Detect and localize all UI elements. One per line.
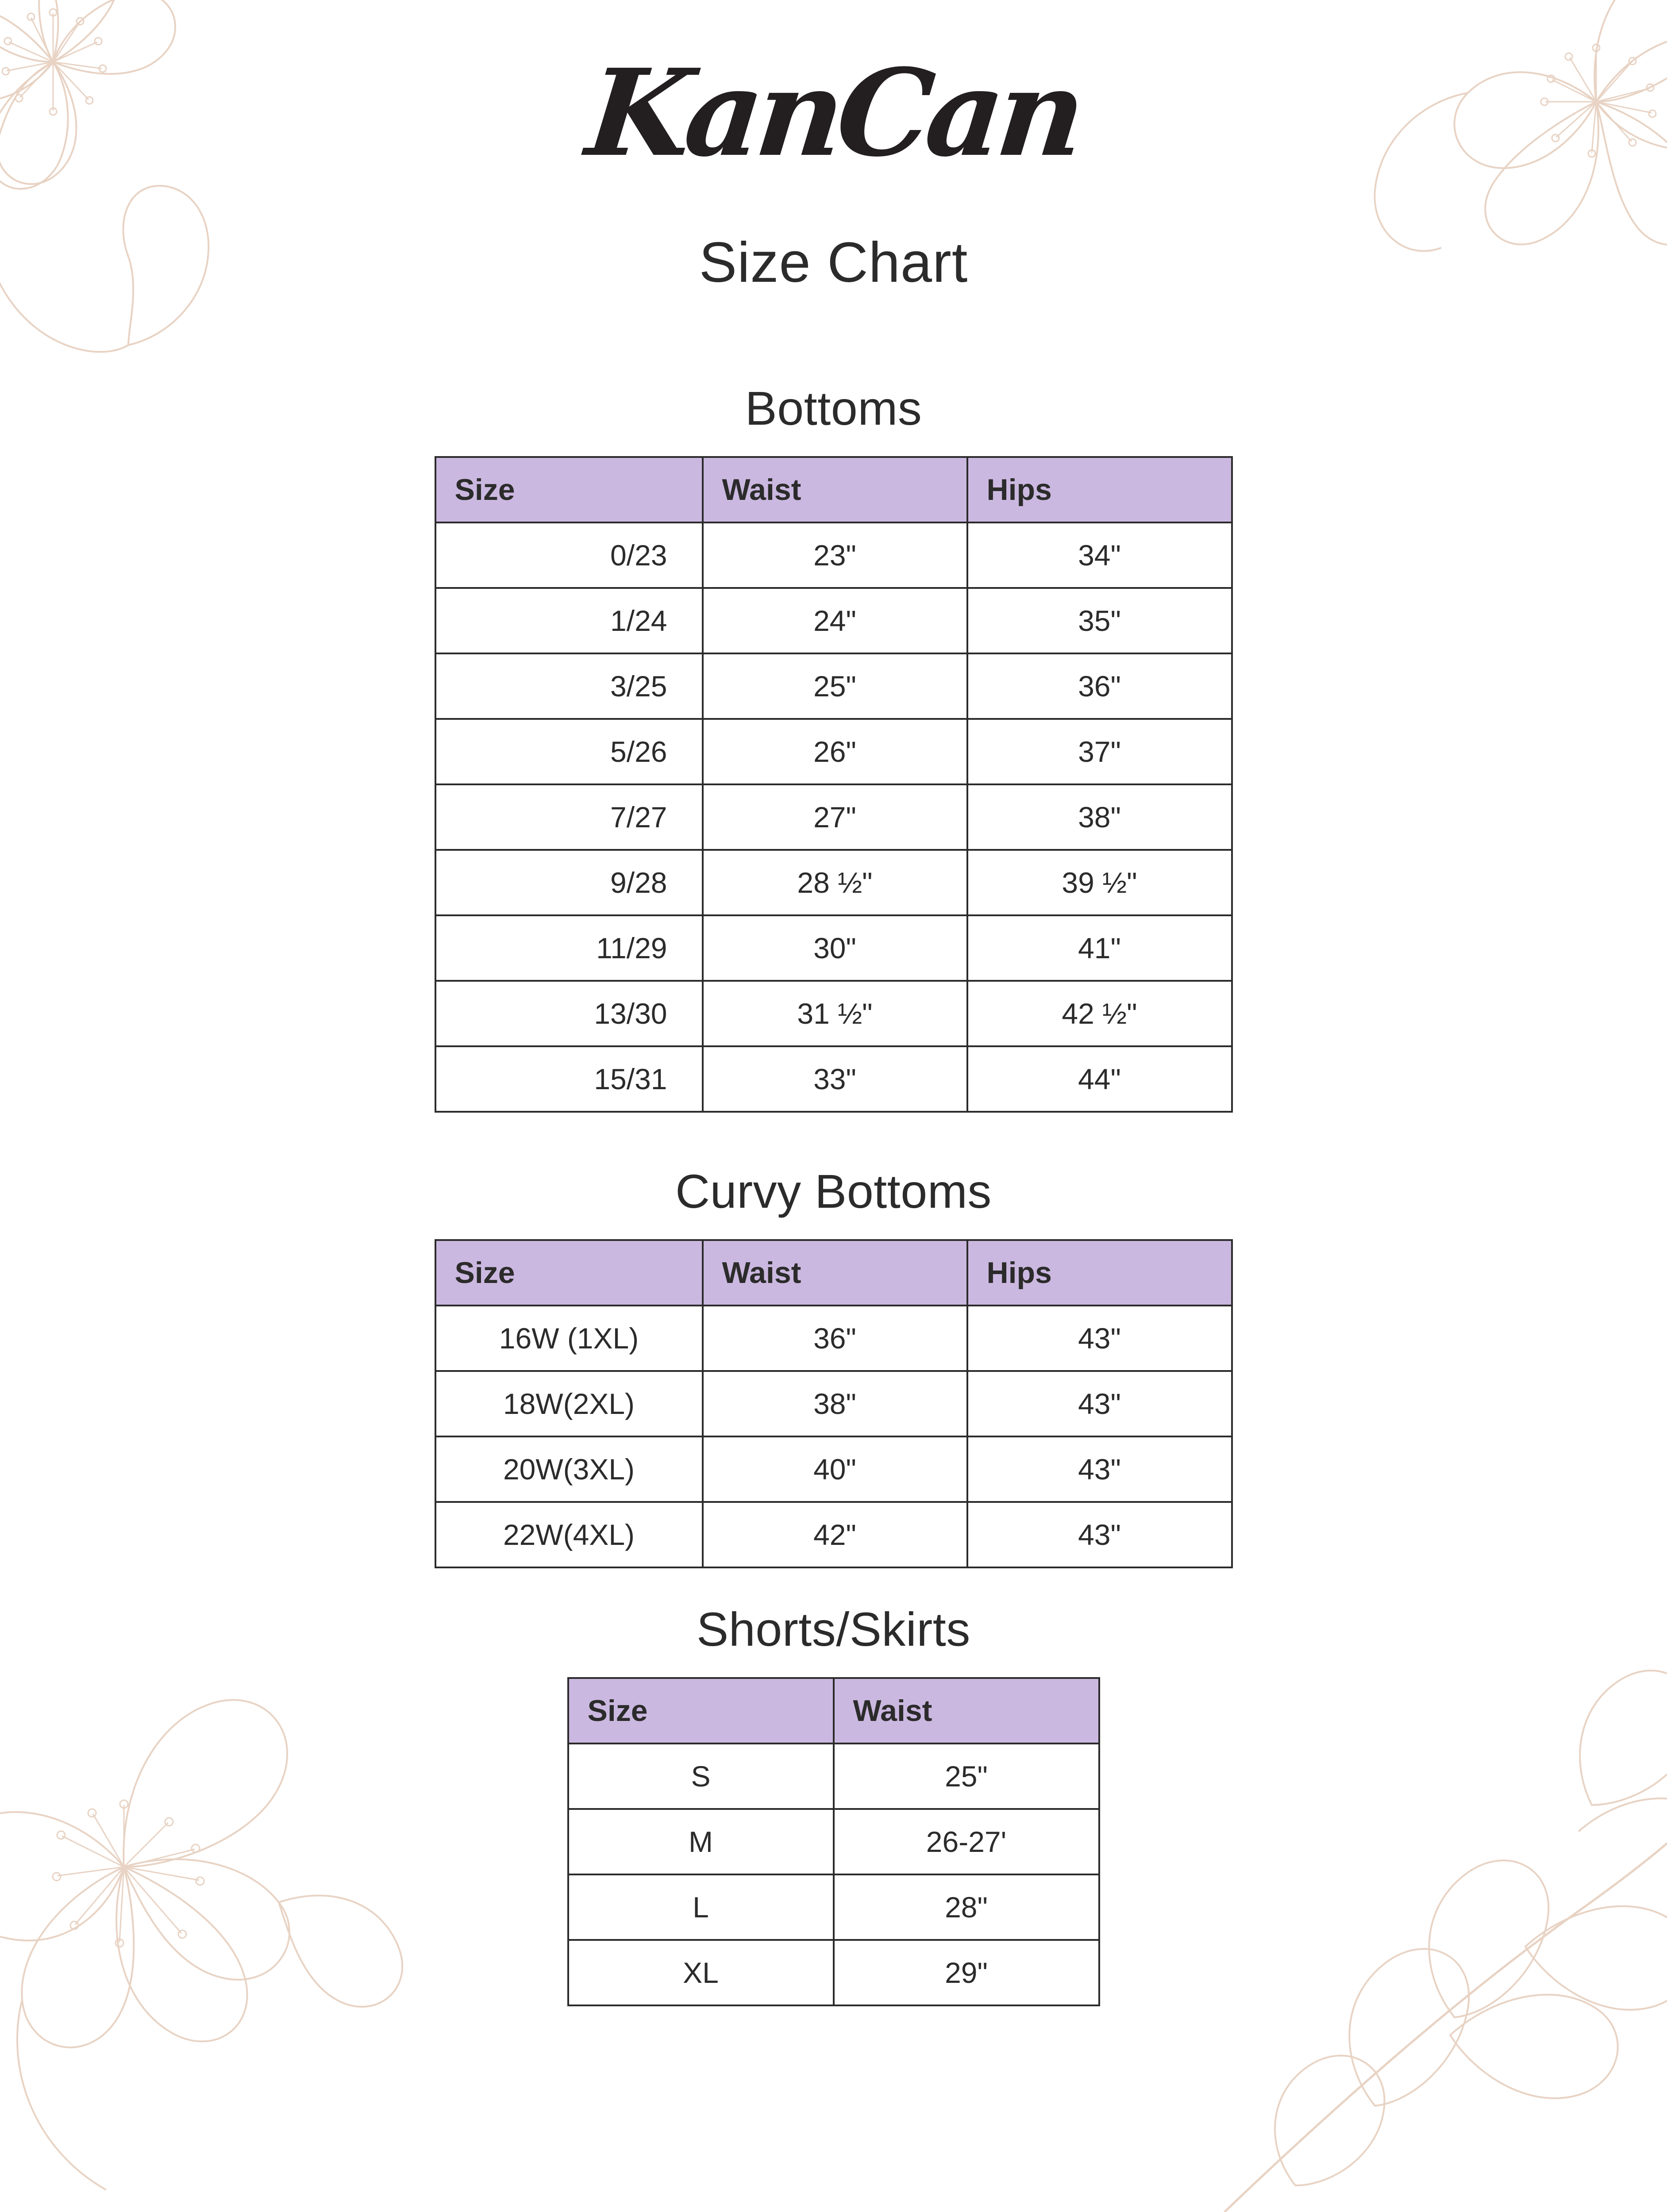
cell-waist: 25" <box>834 1743 1099 1809</box>
table-row <box>435 1436 1232 1502</box>
cell-hips: 41" <box>967 915 1232 981</box>
cell-size: 20W(3XL) <box>435 1436 703 1502</box>
cell-waist: 36" <box>703 1306 967 1371</box>
cell-waist: 26-27' <box>834 1809 1099 1874</box>
cell-size: 15/31 <box>435 1046 703 1112</box>
cell-waist: 27" <box>703 784 967 850</box>
section-curvy-bottoms <box>0 1164 1667 1568</box>
column-header-waist: Waist <box>834 1678 1099 1743</box>
table-row <box>435 522 1232 588</box>
cell-hips: 43" <box>967 1371 1232 1436</box>
cell-waist: 28 ½" <box>703 850 967 915</box>
cell-size: 0/23 <box>435 522 703 588</box>
cell-waist: 42" <box>703 1502 967 1567</box>
table-row <box>435 1306 1232 1371</box>
table-row <box>435 850 1232 915</box>
cell-waist: 31 ½" <box>703 981 967 1046</box>
cell-size: 16W (1XL) <box>435 1306 703 1371</box>
cell-size: 13/30 <box>435 981 703 1046</box>
table-row <box>435 784 1232 850</box>
cell-hips: 39 ½" <box>967 850 1232 915</box>
cell-hips: 43" <box>967 1502 1232 1567</box>
table-header-row <box>435 1240 1232 1306</box>
brand-logo: KanCan <box>581 42 1086 183</box>
cell-size: 11/29 <box>435 915 703 981</box>
cell-hips: 43" <box>967 1436 1232 1502</box>
cell-waist: 26" <box>703 719 967 784</box>
cell-waist: 40" <box>703 1436 967 1502</box>
cell-waist: 38" <box>703 1371 967 1436</box>
cell-hips: 37" <box>967 719 1232 784</box>
table-row <box>435 1046 1232 1112</box>
table-row <box>435 981 1232 1046</box>
cell-waist: 30" <box>703 915 967 981</box>
column-header-waist: Waist <box>703 457 967 522</box>
cell-size: 22W(4XL) <box>435 1502 703 1567</box>
column-header-size: Size <box>435 1240 703 1306</box>
column-header-hips: Hips <box>967 1240 1232 1306</box>
cell-waist: 25" <box>703 653 967 719</box>
section-heading-shorts-skirts: Shorts/Skirts <box>697 1602 970 1656</box>
cell-waist: 28" <box>834 1874 1099 1940</box>
cell-size: L <box>568 1874 834 1940</box>
cell-hips: 35" <box>967 588 1232 653</box>
column-header-size: Size <box>435 457 703 522</box>
cell-waist: 24" <box>703 588 967 653</box>
cell-hips: 44" <box>967 1046 1232 1112</box>
cell-waist: 23" <box>703 522 967 588</box>
cell-size: 9/28 <box>435 850 703 915</box>
section-shorts-skirts <box>0 1601 1667 2006</box>
table-row <box>435 719 1232 784</box>
section-heading-bottoms: Bottoms <box>745 381 922 435</box>
table-row <box>568 1809 1099 1874</box>
column-header-hips: Hips <box>967 457 1232 522</box>
column-header-waist: Waist <box>703 1240 967 1306</box>
cell-size: 7/27 <box>435 784 703 850</box>
table-row <box>568 1743 1099 1809</box>
table-row <box>435 588 1232 653</box>
cell-size: M <box>568 1809 834 1874</box>
cell-hips: 34" <box>967 522 1232 588</box>
cell-size: 1/24 <box>435 588 703 653</box>
table-header-row <box>568 1678 1099 1743</box>
table-row <box>435 653 1232 719</box>
section-heading-curvy-bottoms: Curvy Bottoms <box>675 1164 992 1218</box>
cell-waist: 29" <box>834 1940 1099 2005</box>
table-row <box>568 1940 1099 2005</box>
cell-size: XL <box>568 1940 834 2005</box>
table-bottoms <box>435 456 1233 1113</box>
cell-size: 5/26 <box>435 719 703 784</box>
table-row <box>435 915 1232 981</box>
cell-waist: 33" <box>703 1046 967 1112</box>
cell-hips: 38" <box>967 784 1232 850</box>
cell-hips: 42 ½" <box>967 981 1232 1046</box>
table-row <box>435 1371 1232 1436</box>
cell-hips: 43" <box>967 1306 1232 1371</box>
table-row <box>435 1502 1232 1567</box>
section-bottoms <box>0 380 1667 1113</box>
page-title: Size Chart <box>699 231 968 294</box>
column-header-size: Size <box>568 1678 834 1743</box>
table-curvy-bottoms <box>435 1239 1233 1568</box>
cell-size: 18W(2XL) <box>435 1371 703 1436</box>
table-header-row <box>435 457 1232 522</box>
cell-size: 3/25 <box>435 653 703 719</box>
cell-hips: 36" <box>967 653 1232 719</box>
cell-size: S <box>568 1743 834 1809</box>
table-row <box>568 1874 1099 1940</box>
table-shorts-skirts <box>567 1677 1100 2006</box>
